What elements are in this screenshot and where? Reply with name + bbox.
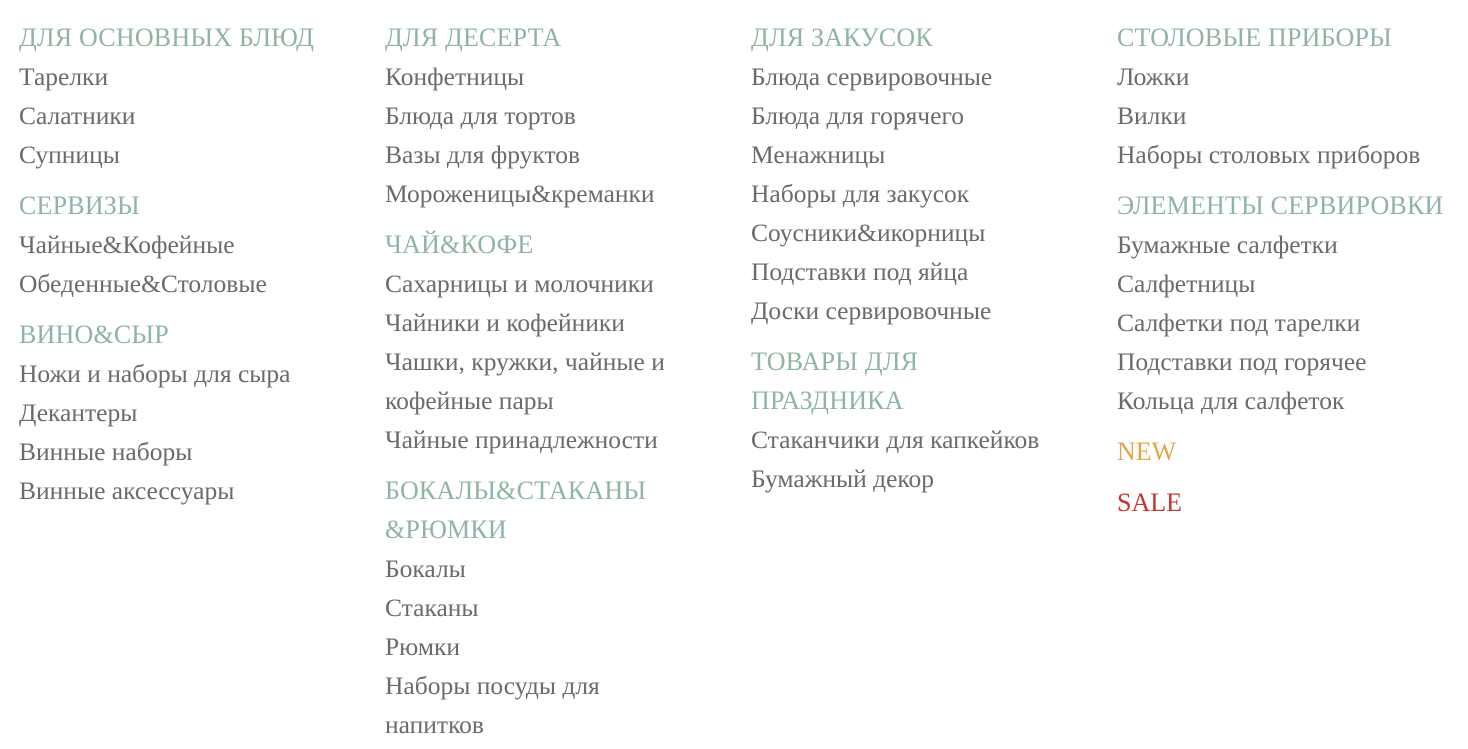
menu-link-cutlery-sets[interactable]: Наборы столовых приборов xyxy=(1117,140,1421,169)
menu-column-2 xyxy=(385,18,725,744)
menu-group-table-setting xyxy=(1117,186,1462,420)
menu-link-sugar-creamers[interactable]: Сахарницы и молочники xyxy=(385,269,654,298)
menu-link-cheese-knives[interactable]: Ножи и наборы для сыра xyxy=(19,359,291,388)
menu-heading-tea-coffee[interactable]: ЧАЙ&КОФЕ xyxy=(385,230,534,259)
menu-link-forks[interactable]: Вилки xyxy=(1117,101,1187,130)
menu-heading-dessert[interactable]: ДЛЯ ДЕСЕРТА xyxy=(385,23,562,52)
menu-group-wine-cheese xyxy=(19,315,359,510)
menu-link-cups-mugs[interactable]: Чашки, кружки, чайные и кофейные пары xyxy=(385,347,665,415)
menu-column-3 xyxy=(751,18,1096,498)
menu-link-placemats[interactable]: Салфетки под тарелки xyxy=(1117,308,1361,337)
menu-link-spoons[interactable]: Ложки xyxy=(1117,62,1190,91)
menu-link-paper-napkins[interactable]: Бумажные салфетки xyxy=(1117,230,1338,259)
menu-link-hot-dish-platters[interactable]: Блюда для горячего xyxy=(751,101,965,130)
menu-link-cake-stands[interactable]: Блюда для тортов xyxy=(385,101,576,130)
menu-link-wine-glasses[interactable]: Бокалы xyxy=(385,554,466,583)
menu-link-tea-coffee-sets[interactable]: Чайные&Кофейные xyxy=(19,230,235,259)
menu-link-tea-accessories[interactable]: Чайные принадлежности xyxy=(385,425,658,454)
menu-link-wine-accessories[interactable]: Винные аксессуары xyxy=(19,476,235,505)
menu-column-4 xyxy=(1117,18,1462,522)
menu-link-napkin-rings[interactable]: Кольца для салфеток xyxy=(1117,386,1345,415)
menu-link-serving-platters[interactable]: Блюда сервировочные xyxy=(751,62,993,91)
menu-link-serving-boards[interactable]: Доски сервировочные xyxy=(751,296,992,325)
menu-heading-holiday[interactable]: ТОВАРЫ ДЛЯ ПРАЗДНИКА xyxy=(751,347,919,415)
menu-link-salad-bowls[interactable]: Салатники xyxy=(19,101,136,130)
menu-link-candy-bowls[interactable]: Конфетницы xyxy=(385,62,525,91)
menu-heading-table-setting[interactable]: ЭЛЕМЕНТЫ СЕРВИРОВКИ xyxy=(1117,191,1444,220)
menu-link-tumblers[interactable]: Стаканы xyxy=(385,593,479,622)
menu-group-holiday xyxy=(751,342,1096,498)
menu-group-appetizers xyxy=(751,18,1096,330)
menu-link-paper-decor[interactable]: Бумажный декор xyxy=(751,464,935,493)
menu-group-services xyxy=(19,186,359,303)
menu-group-main-dishes xyxy=(19,18,359,174)
menu-link-fruit-vases[interactable]: Вазы для фруктов xyxy=(385,140,581,169)
menu-link-new[interactable]: NEW xyxy=(1117,437,1177,466)
menu-heading-services[interactable]: СЕРВИЗЫ xyxy=(19,191,140,220)
menu-link-divided-dishes[interactable]: Менажницы xyxy=(751,140,886,169)
menu-link-sauce-caviar-bowls[interactable]: Соусники&икорницы xyxy=(751,218,986,247)
menu-link-sale[interactable]: SALE xyxy=(1117,488,1182,517)
menu-group-dessert xyxy=(385,18,725,213)
menu-link-shot-glasses[interactable]: Рюмки xyxy=(385,632,461,661)
menu-link-soup-tureens[interactable]: Супницы xyxy=(19,140,120,169)
menu-link-napkin-holders[interactable]: Салфетницы xyxy=(1117,269,1256,298)
menu-link-cupcake-cups[interactable]: Стаканчики для капкейков xyxy=(751,425,1040,454)
menu-link-drinkware-sets[interactable]: Наборы посуды для напитков xyxy=(385,671,600,739)
menu-link-plates[interactable]: Тарелки xyxy=(19,62,109,91)
menu-group-tea-coffee xyxy=(385,225,725,459)
menu-link-dinner-sets[interactable]: Обеденные&Столовые xyxy=(19,269,267,298)
menu-heading-glasses[interactable]: БОКАЛЫ&СТАКАНЫ &РЮМКИ xyxy=(385,476,647,544)
menu-heading-appetizers[interactable]: ДЛЯ ЗАКУСОК xyxy=(751,23,933,52)
menu-link-decanters[interactable]: Декантеры xyxy=(19,398,138,427)
menu-heading-cutlery[interactable]: СТОЛОВЫЕ ПРИБОРЫ xyxy=(1117,23,1393,52)
menu-link-appetizer-sets[interactable]: Наборы для закусок xyxy=(751,179,970,208)
menu-heading-main-dishes[interactable]: ДЛЯ ОСНОВНЫХ БЛЮД xyxy=(19,23,315,52)
menu-column-1 xyxy=(19,18,359,510)
menu-link-ice-cream-bowls[interactable]: Мороженицы&креманки xyxy=(385,179,655,208)
menu-group-cutlery xyxy=(1117,18,1462,174)
menu-link-egg-cups[interactable]: Подставки под яйца xyxy=(751,257,969,286)
menu-heading-wine-cheese[interactable]: ВИНО&СЫР xyxy=(19,320,169,349)
menu-link-teapots[interactable]: Чайники и кофейники xyxy=(385,308,625,337)
menu-link-wine-sets[interactable]: Винные наборы xyxy=(19,437,193,466)
menu-group-glasses xyxy=(385,471,725,744)
menu-link-trivets[interactable]: Подставки под горячее xyxy=(1117,347,1367,376)
